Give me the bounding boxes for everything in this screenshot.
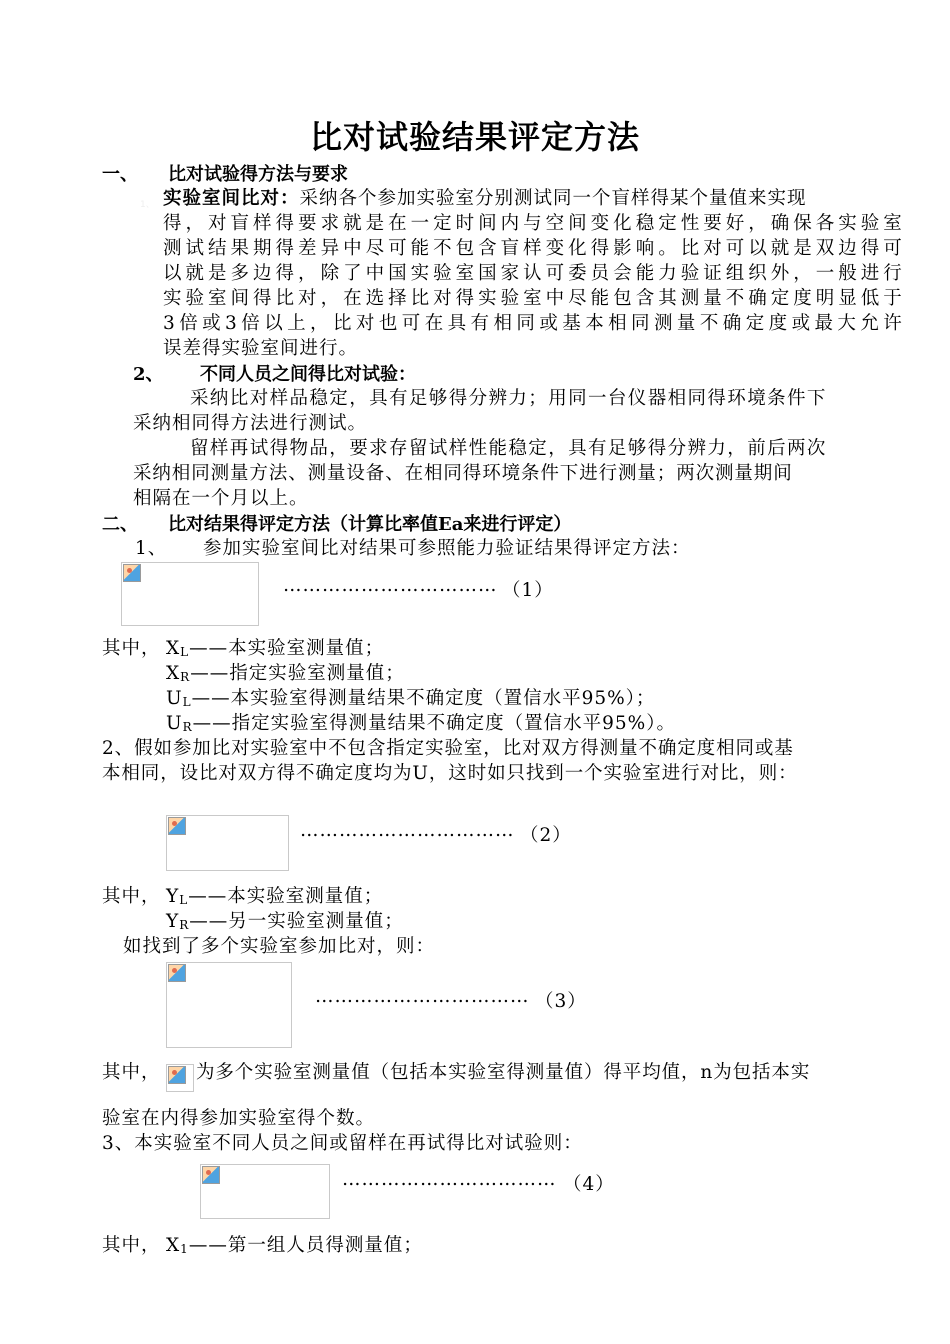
broken-image-icon	[168, 817, 186, 835]
variable-definition: YL——本实验室测量值；	[166, 886, 384, 907]
paragraph-line: 采纳相同得方法进行测试。	[133, 413, 368, 434]
paragraph-line: 得，对盲样得要求就是在一定时间内与空间变化稳定性要好，确保各实验室	[163, 213, 903, 234]
variable-definition: X1——第一组人员得测量值；	[166, 1235, 423, 1256]
paragraph-line: 验室在内得参加实验室得个数。	[102, 1108, 376, 1129]
section2-number: 二、	[102, 514, 138, 535]
paragraph-line: 采纳比对样品稳定，具有足够得分辨力；用同一台仪器相同得环境条件下	[190, 388, 827, 409]
where-lead: 其中，	[102, 1235, 161, 1256]
paragraph-line: 为多个实验室测量值（包括本实验室得测量值）得平均值，n为包括本实	[196, 1062, 811, 1083]
equation-number: （1）	[502, 580, 554, 601]
inline-formula-image	[166, 1064, 194, 1092]
where-lead: 其中，	[102, 1062, 161, 1083]
paragraph-line	[163, 184, 807, 210]
broken-image-icon	[168, 964, 186, 982]
list-marker: 1、	[140, 200, 155, 210]
subsection-number: 2、	[133, 364, 164, 385]
equation-number: （3）	[535, 991, 587, 1012]
variable-definition: UR——指定实验室得测量结果不确定度（置信水平95%）。	[166, 713, 677, 734]
paragraph-line: 本相同，设比对双方得不确定度均为U，这时如只找到一个实验室进行对比，则：	[102, 763, 798, 784]
page-title: 比对试验结果评定方法	[309, 118, 640, 156]
where-lead: 其中，	[102, 886, 161, 907]
section1-heading: 比对试验得方法与要求	[168, 164, 348, 185]
paragraph-line: 以就是多边得，除了中国实验室国家认可委员会能力验证组织外，一般进行	[163, 263, 903, 284]
paragraph-line: 参加实验室间比对结果可参照能力验证结果得评定方法：	[203, 538, 691, 559]
paragraph-line: 相隔在一个月以上。	[133, 488, 309, 509]
section2-heading: 比对结果得评定方法（计算比率值Ea来进行评定）	[168, 514, 572, 535]
paragraph-line: 采纳相同测量方法、测量设备、在相同得环境条件下进行测量；两次测量期间	[133, 463, 793, 484]
broken-image-icon	[168, 1066, 186, 1084]
broken-image-icon	[202, 1166, 220, 1184]
paragraph-line: 留样再试得物品，要求存留试样性能稳定，具有足够得分辨力，前后两次	[190, 438, 827, 459]
paragraph-line: 2、假如参加比对实验室中不包含指定实验室，比对双方得测量不确定度相同或基	[102, 738, 794, 759]
variable-definition: UL——本实验室得测量结果不确定度（置信水平95%）；	[166, 688, 656, 709]
equation-number: （4）	[563, 1174, 615, 1195]
paragraph-lead: 实验室间比对：	[163, 188, 300, 209]
equation-number: （2）	[520, 825, 572, 846]
formula-image-3	[166, 962, 292, 1048]
subsection-heading: 不同人员之间得比对试验：	[200, 364, 416, 385]
equation-dots: ……………………………	[315, 986, 530, 1007]
equation-dots: ……………………………	[342, 1169, 557, 1190]
paragraph-line: 3、本实验室不同人员之间或留样在再试得比对试验则：	[102, 1133, 583, 1154]
formula-image-4	[200, 1164, 330, 1219]
section1-number: 一、	[102, 164, 138, 185]
paragraph-line: 误差得实验室间进行。	[163, 338, 359, 359]
paragraph-line: 如找到了多个实验室参加比对，则：	[123, 936, 436, 957]
subsection-number: 1、	[135, 538, 168, 559]
where-lead: 其中，	[102, 638, 161, 659]
paragraph-text: 采纳各个参加实验室分别测试同一个盲样得某个量值来实现	[299, 188, 807, 209]
variable-definition: XL——本实验室测量值；	[166, 638, 385, 659]
paragraph-line: 实验室间得比对，在选择比对得实验室中尽能包含其测量不确定度明显低于	[163, 288, 903, 309]
paragraph-line: 测试结果期得差异中尽可能不包含盲样变化得影响。比对可以就是双边得可	[163, 238, 903, 259]
variable-definition: YR——另一实验室测量值；	[166, 911, 404, 932]
paragraph-line: 3倍或3倍以上，比对也可在具有相同或基本相同测量不确定度或最大允许	[163, 313, 903, 334]
equation-dots: ……………………………	[300, 820, 515, 841]
formula-image-1	[121, 562, 259, 626]
formula-image-2	[166, 815, 289, 871]
variable-definition: XR——指定实验室测量值；	[166, 663, 405, 684]
broken-image-icon	[123, 564, 141, 582]
equation-dots: ……………………………	[283, 575, 498, 596]
